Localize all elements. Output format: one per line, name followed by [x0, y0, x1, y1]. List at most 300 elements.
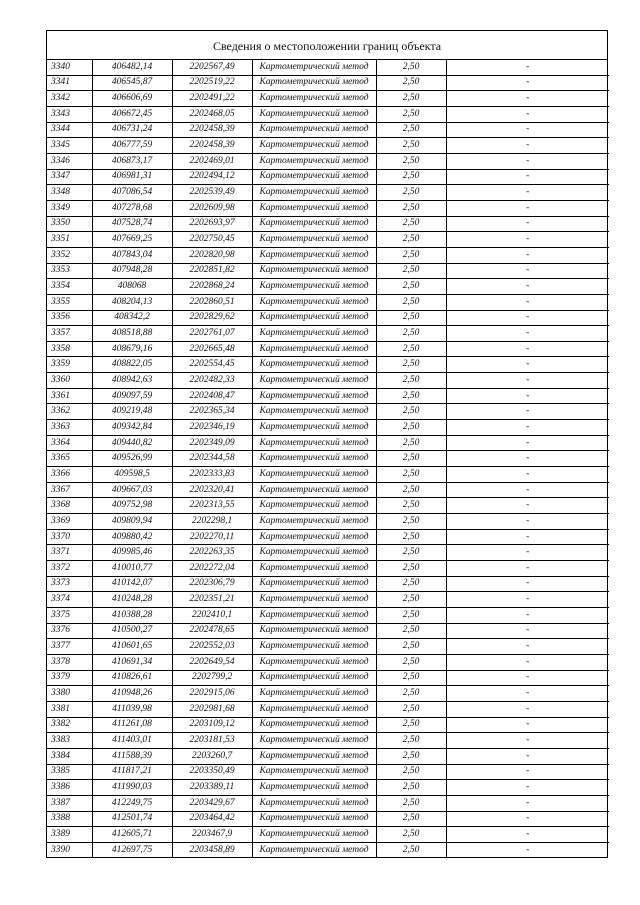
point-number-cell: 3375 — [47, 607, 92, 623]
accuracy-cell: 2,50 — [376, 780, 446, 796]
method-cell: Картометрический метод — [252, 561, 376, 577]
point-number-cell: 3380 — [47, 686, 92, 702]
description-cell: - — [446, 639, 609, 655]
y-coordinate-cell: 2202915,06 — [172, 686, 252, 702]
method-cell: Картометрический метод — [252, 310, 376, 326]
method-cell: Картометрический метод — [252, 467, 376, 483]
table-row — [47, 122, 609, 138]
description-cell: - — [446, 717, 609, 733]
coordinates-table — [47, 60, 609, 857]
x-coordinate-cell: 409526,99 — [92, 451, 172, 467]
description-cell: - — [446, 576, 609, 592]
table-row — [47, 827, 609, 843]
x-coordinate-cell: 409880,42 — [92, 529, 172, 545]
y-coordinate-cell: 2202693,97 — [172, 216, 252, 232]
method-cell: Картометрический метод — [252, 545, 376, 561]
y-coordinate-cell: 2203467,9 — [172, 827, 252, 843]
point-number-cell: 3348 — [47, 185, 92, 201]
method-cell: Картометрический метод — [252, 654, 376, 670]
x-coordinate-cell: 409342,84 — [92, 420, 172, 436]
y-coordinate-cell: 2203181,53 — [172, 733, 252, 749]
table-row — [47, 247, 609, 263]
y-coordinate-cell: 2202263,35 — [172, 545, 252, 561]
accuracy-cell: 2,50 — [376, 279, 446, 295]
point-number-cell: 3371 — [47, 545, 92, 561]
x-coordinate-cell: 411039,98 — [92, 701, 172, 717]
table-row — [47, 185, 609, 201]
x-coordinate-cell: 412605,71 — [92, 827, 172, 843]
table-row — [47, 467, 609, 483]
y-coordinate-cell: 2202981,68 — [172, 701, 252, 717]
y-coordinate-cell: 2202468,05 — [172, 106, 252, 122]
point-number-cell: 3377 — [47, 639, 92, 655]
y-coordinate-cell: 2203350,49 — [172, 764, 252, 780]
description-cell: - — [446, 686, 609, 702]
point-number-cell: 3340 — [47, 60, 92, 75]
point-number-cell: 3382 — [47, 717, 92, 733]
y-coordinate-cell: 2203260,7 — [172, 748, 252, 764]
x-coordinate-cell: 411261,08 — [92, 717, 172, 733]
description-cell: - — [446, 592, 609, 608]
table-row — [47, 404, 609, 420]
point-number-cell: 3376 — [47, 623, 92, 639]
table-row — [47, 357, 609, 373]
y-coordinate-cell: 2202552,03 — [172, 639, 252, 655]
y-coordinate-cell: 2202458,39 — [172, 122, 252, 138]
point-number-cell: 3353 — [47, 263, 92, 279]
description-cell: - — [446, 842, 609, 857]
x-coordinate-cell: 410691,34 — [92, 654, 172, 670]
description-cell: - — [446, 60, 609, 75]
x-coordinate-cell: 407278,68 — [92, 200, 172, 216]
accuracy-cell: 2,50 — [376, 701, 446, 717]
table-row — [47, 701, 609, 717]
table-row — [47, 607, 609, 623]
point-number-cell: 3358 — [47, 341, 92, 357]
accuracy-cell: 2,50 — [376, 717, 446, 733]
y-coordinate-cell: 2202567,49 — [172, 60, 252, 75]
x-coordinate-cell: 411588,39 — [92, 748, 172, 764]
y-coordinate-cell: 2202609,98 — [172, 200, 252, 216]
point-number-cell: 3356 — [47, 310, 92, 326]
method-cell: Картометрический метод — [252, 592, 376, 608]
x-coordinate-cell: 411817,21 — [92, 764, 172, 780]
table-row — [47, 686, 609, 702]
accuracy-cell: 2,50 — [376, 373, 446, 389]
description-cell: - — [446, 795, 609, 811]
table-row — [47, 545, 609, 561]
point-number-cell: 3361 — [47, 388, 92, 404]
accuracy-cell: 2,50 — [376, 75, 446, 91]
x-coordinate-cell: 406731,24 — [92, 122, 172, 138]
accuracy-cell: 2,50 — [376, 216, 446, 232]
description-cell: - — [446, 75, 609, 91]
description-cell: - — [446, 232, 609, 248]
method-cell: Картометрический метод — [252, 576, 376, 592]
point-number-cell: 3360 — [47, 373, 92, 389]
description-cell: - — [446, 341, 609, 357]
table-row — [47, 780, 609, 796]
point-number-cell: 3379 — [47, 670, 92, 686]
y-coordinate-cell: 2202365,34 — [172, 404, 252, 420]
method-cell: Картометрический метод — [252, 153, 376, 169]
description-cell: - — [446, 373, 609, 389]
x-coordinate-cell: 409598,5 — [92, 467, 172, 483]
y-coordinate-cell: 2202860,51 — [172, 294, 252, 310]
accuracy-cell: 2,50 — [376, 733, 446, 749]
point-number-cell: 3390 — [47, 842, 92, 857]
accuracy-cell: 2,50 — [376, 529, 446, 545]
accuracy-cell: 2,50 — [376, 326, 446, 342]
table-row — [47, 216, 609, 232]
table-row — [47, 733, 609, 749]
x-coordinate-cell: 412501,74 — [92, 811, 172, 827]
table-row — [47, 670, 609, 686]
x-coordinate-cell: 406981,31 — [92, 169, 172, 185]
table-row — [47, 263, 609, 279]
table-row — [47, 294, 609, 310]
description-cell: - — [446, 106, 609, 122]
accuracy-cell: 2,50 — [376, 106, 446, 122]
description-cell: - — [446, 811, 609, 827]
point-number-cell: 3359 — [47, 357, 92, 373]
method-cell: Картометрический метод — [252, 216, 376, 232]
method-cell: Картометрический метод — [252, 404, 376, 420]
method-cell: Картометрический метод — [252, 827, 376, 843]
description-cell: - — [446, 701, 609, 717]
method-cell: Картометрический метод — [252, 764, 376, 780]
point-number-cell: 3350 — [47, 216, 92, 232]
point-number-cell: 3354 — [47, 279, 92, 295]
table-row — [47, 811, 609, 827]
accuracy-cell: 2,50 — [376, 827, 446, 843]
description-cell: - — [446, 764, 609, 780]
method-cell: Картометрический метод — [252, 388, 376, 404]
method-cell: Картометрический метод — [252, 811, 376, 827]
point-number-cell: 3351 — [47, 232, 92, 248]
x-coordinate-cell: 407948,28 — [92, 263, 172, 279]
method-cell: Картометрический метод — [252, 451, 376, 467]
method-cell: Картометрический метод — [252, 106, 376, 122]
accuracy-cell: 2,50 — [376, 185, 446, 201]
point-number-cell: 3386 — [47, 780, 92, 796]
accuracy-cell: 2,50 — [376, 263, 446, 279]
point-number-cell: 3364 — [47, 435, 92, 451]
method-cell: Картометрический метод — [252, 326, 376, 342]
method-cell: Картометрический метод — [252, 138, 376, 154]
x-coordinate-cell: 407528,74 — [92, 216, 172, 232]
x-coordinate-cell: 409985,46 — [92, 545, 172, 561]
x-coordinate-cell: 410142,07 — [92, 576, 172, 592]
method-cell: Картометрический метод — [252, 232, 376, 248]
table-row — [47, 435, 609, 451]
method-cell: Картометрический метод — [252, 514, 376, 530]
description-cell: - — [446, 263, 609, 279]
y-coordinate-cell: 2202649,54 — [172, 654, 252, 670]
table-row — [47, 561, 609, 577]
description-cell: - — [446, 607, 609, 623]
y-coordinate-cell: 2202469,01 — [172, 153, 252, 169]
table-row — [47, 623, 609, 639]
table-row — [47, 451, 609, 467]
accuracy-cell: 2,50 — [376, 654, 446, 670]
method-cell: Картометрический метод — [252, 420, 376, 436]
x-coordinate-cell: 411403,01 — [92, 733, 172, 749]
point-number-cell: 3381 — [47, 701, 92, 717]
point-number-cell: 3344 — [47, 122, 92, 138]
accuracy-cell: 2,50 — [376, 404, 446, 420]
accuracy-cell: 2,50 — [376, 498, 446, 514]
description-cell: - — [446, 654, 609, 670]
method-cell: Картометрический метод — [252, 122, 376, 138]
y-coordinate-cell: 2202313,55 — [172, 498, 252, 514]
x-coordinate-cell: 409440,82 — [92, 435, 172, 451]
point-number-cell: 3349 — [47, 200, 92, 216]
description-cell: - — [446, 138, 609, 154]
method-cell: Картометрический метод — [252, 279, 376, 295]
y-coordinate-cell: 2202799,2 — [172, 670, 252, 686]
method-cell: Картометрический метод — [252, 75, 376, 91]
table-row — [47, 529, 609, 545]
point-number-cell: 3378 — [47, 654, 92, 670]
point-number-cell: 3363 — [47, 420, 92, 436]
description-cell: - — [446, 670, 609, 686]
table-row — [47, 764, 609, 780]
method-cell: Картометрический метод — [252, 247, 376, 263]
method-cell: Картометрический метод — [252, 200, 376, 216]
accuracy-cell: 2,50 — [376, 639, 446, 655]
description-cell: - — [446, 529, 609, 545]
point-number-cell: 3366 — [47, 467, 92, 483]
y-coordinate-cell: 2202458,39 — [172, 138, 252, 154]
x-coordinate-cell: 408342,2 — [92, 310, 172, 326]
point-number-cell: 3346 — [47, 153, 92, 169]
x-coordinate-cell: 409219,48 — [92, 404, 172, 420]
description-cell: - — [446, 451, 609, 467]
x-coordinate-cell: 406672,45 — [92, 106, 172, 122]
accuracy-cell: 2,50 — [376, 420, 446, 436]
description-cell: - — [446, 420, 609, 436]
accuracy-cell: 2,50 — [376, 91, 446, 107]
x-coordinate-cell: 409667,03 — [92, 482, 172, 498]
description-cell: - — [446, 748, 609, 764]
accuracy-cell: 2,50 — [376, 138, 446, 154]
accuracy-cell: 2,50 — [376, 764, 446, 780]
method-cell: Картометрический метод — [252, 357, 376, 373]
point-number-cell: 3383 — [47, 733, 92, 749]
point-number-cell: 3368 — [47, 498, 92, 514]
x-coordinate-cell: 406606,69 — [92, 91, 172, 107]
x-coordinate-cell: 411990,03 — [92, 780, 172, 796]
description-cell: - — [446, 153, 609, 169]
method-cell: Картометрический метод — [252, 639, 376, 655]
description-cell: - — [446, 388, 609, 404]
y-coordinate-cell: 2202346,19 — [172, 420, 252, 436]
y-coordinate-cell: 2202761,07 — [172, 326, 252, 342]
x-coordinate-cell: 410601,65 — [92, 639, 172, 655]
coordinates-table-body — [47, 60, 609, 857]
y-coordinate-cell: 2202554,45 — [172, 357, 252, 373]
point-number-cell: 3365 — [47, 451, 92, 467]
method-cell: Картометрический метод — [252, 717, 376, 733]
description-cell: - — [446, 169, 609, 185]
method-cell: Картометрический метод — [252, 795, 376, 811]
table-row — [47, 326, 609, 342]
point-number-cell: 3388 — [47, 811, 92, 827]
table-row — [47, 373, 609, 389]
x-coordinate-cell: 410388,28 — [92, 607, 172, 623]
y-coordinate-cell: 2202482,33 — [172, 373, 252, 389]
table-row — [47, 106, 609, 122]
table-row — [47, 153, 609, 169]
accuracy-cell: 2,50 — [376, 482, 446, 498]
table-row — [47, 388, 609, 404]
y-coordinate-cell: 2203389,11 — [172, 780, 252, 796]
description-cell: - — [446, 122, 609, 138]
x-coordinate-cell: 406873,17 — [92, 153, 172, 169]
y-coordinate-cell: 2203458,89 — [172, 842, 252, 857]
point-number-cell: 3385 — [47, 764, 92, 780]
document-title: Сведения о местоположении границ объекта — [47, 31, 607, 60]
description-cell: - — [446, 310, 609, 326]
point-number-cell: 3369 — [47, 514, 92, 530]
point-number-cell: 3384 — [47, 748, 92, 764]
point-number-cell: 3370 — [47, 529, 92, 545]
description-cell: - — [446, 91, 609, 107]
y-coordinate-cell: 2202333,83 — [172, 467, 252, 483]
method-cell: Картометрический метод — [252, 780, 376, 796]
accuracy-cell: 2,50 — [376, 623, 446, 639]
method-cell: Картометрический метод — [252, 185, 376, 201]
y-coordinate-cell: 2202519,22 — [172, 75, 252, 91]
table-row — [47, 576, 609, 592]
accuracy-cell: 2,50 — [376, 592, 446, 608]
method-cell: Картометрический метод — [252, 498, 376, 514]
accuracy-cell: 2,50 — [376, 122, 446, 138]
accuracy-cell: 2,50 — [376, 60, 446, 75]
y-coordinate-cell: 2202272,04 — [172, 561, 252, 577]
y-coordinate-cell: 2203464,42 — [172, 811, 252, 827]
x-coordinate-cell: 408068 — [92, 279, 172, 295]
y-coordinate-cell: 2202868,24 — [172, 279, 252, 295]
y-coordinate-cell: 2202750,45 — [172, 232, 252, 248]
coordinates-document — [46, 30, 608, 858]
accuracy-cell: 2,50 — [376, 232, 446, 248]
x-coordinate-cell: 410948,26 — [92, 686, 172, 702]
table-row — [47, 654, 609, 670]
accuracy-cell: 2,50 — [376, 686, 446, 702]
y-coordinate-cell: 2202829,62 — [172, 310, 252, 326]
table-row — [47, 279, 609, 295]
method-cell: Картометрический метод — [252, 169, 376, 185]
x-coordinate-cell: 408679,16 — [92, 341, 172, 357]
description-cell: - — [446, 216, 609, 232]
point-number-cell: 3373 — [47, 576, 92, 592]
accuracy-cell: 2,50 — [376, 341, 446, 357]
x-coordinate-cell: 412249,75 — [92, 795, 172, 811]
description-cell: - — [446, 294, 609, 310]
x-coordinate-cell: 409097,59 — [92, 388, 172, 404]
accuracy-cell: 2,50 — [376, 388, 446, 404]
x-coordinate-cell: 410826,61 — [92, 670, 172, 686]
x-coordinate-cell: 408822,05 — [92, 357, 172, 373]
description-cell: - — [446, 357, 609, 373]
description-cell: - — [446, 435, 609, 451]
x-coordinate-cell: 409809,94 — [92, 514, 172, 530]
method-cell: Картометрический метод — [252, 607, 376, 623]
x-coordinate-cell: 410500,27 — [92, 623, 172, 639]
method-cell: Картометрический метод — [252, 373, 376, 389]
method-cell: Картометрический метод — [252, 263, 376, 279]
table-row — [47, 748, 609, 764]
table-row — [47, 75, 609, 91]
point-number-cell: 3345 — [47, 138, 92, 154]
method-cell: Картометрический метод — [252, 842, 376, 857]
y-coordinate-cell: 2202344,58 — [172, 451, 252, 467]
x-coordinate-cell: 407843,04 — [92, 247, 172, 263]
point-number-cell: 3389 — [47, 827, 92, 843]
table-row — [47, 232, 609, 248]
table-row — [47, 842, 609, 857]
accuracy-cell: 2,50 — [376, 670, 446, 686]
description-cell: - — [446, 279, 609, 295]
description-cell: - — [446, 514, 609, 530]
x-coordinate-cell: 408942,63 — [92, 373, 172, 389]
method-cell: Картометрический метод — [252, 60, 376, 75]
description-cell: - — [446, 498, 609, 514]
method-cell: Картометрический метод — [252, 686, 376, 702]
accuracy-cell: 2,50 — [376, 169, 446, 185]
y-coordinate-cell: 2202408,47 — [172, 388, 252, 404]
point-number-cell: 3374 — [47, 592, 92, 608]
accuracy-cell: 2,50 — [376, 607, 446, 623]
x-coordinate-cell: 407669,25 — [92, 232, 172, 248]
x-coordinate-cell: 406545,87 — [92, 75, 172, 91]
description-cell: - — [446, 467, 609, 483]
x-coordinate-cell: 407086,54 — [92, 185, 172, 201]
table-row — [47, 482, 609, 498]
accuracy-cell: 2,50 — [376, 310, 446, 326]
table-row — [47, 639, 609, 655]
method-cell: Картометрический метод — [252, 623, 376, 639]
accuracy-cell: 2,50 — [376, 153, 446, 169]
accuracy-cell: 2,50 — [376, 467, 446, 483]
description-cell: - — [446, 733, 609, 749]
y-coordinate-cell: 2202491,22 — [172, 91, 252, 107]
x-coordinate-cell: 410010,77 — [92, 561, 172, 577]
table-row — [47, 169, 609, 185]
y-coordinate-cell: 2202349,09 — [172, 435, 252, 451]
point-number-cell: 3352 — [47, 247, 92, 263]
method-cell: Картометрический метод — [252, 341, 376, 357]
point-number-cell: 3347 — [47, 169, 92, 185]
x-coordinate-cell: 408518,88 — [92, 326, 172, 342]
y-coordinate-cell: 2202270,11 — [172, 529, 252, 545]
point-number-cell: 3367 — [47, 482, 92, 498]
method-cell: Картометрический метод — [252, 294, 376, 310]
y-coordinate-cell: 2202320,41 — [172, 482, 252, 498]
accuracy-cell: 2,50 — [376, 247, 446, 263]
table-row — [47, 420, 609, 436]
accuracy-cell: 2,50 — [376, 435, 446, 451]
table-row — [47, 795, 609, 811]
table-row — [47, 592, 609, 608]
point-number-cell: 3372 — [47, 561, 92, 577]
y-coordinate-cell: 2202665,48 — [172, 341, 252, 357]
point-number-cell: 3357 — [47, 326, 92, 342]
y-coordinate-cell: 2202539,49 — [172, 185, 252, 201]
accuracy-cell: 2,50 — [376, 294, 446, 310]
